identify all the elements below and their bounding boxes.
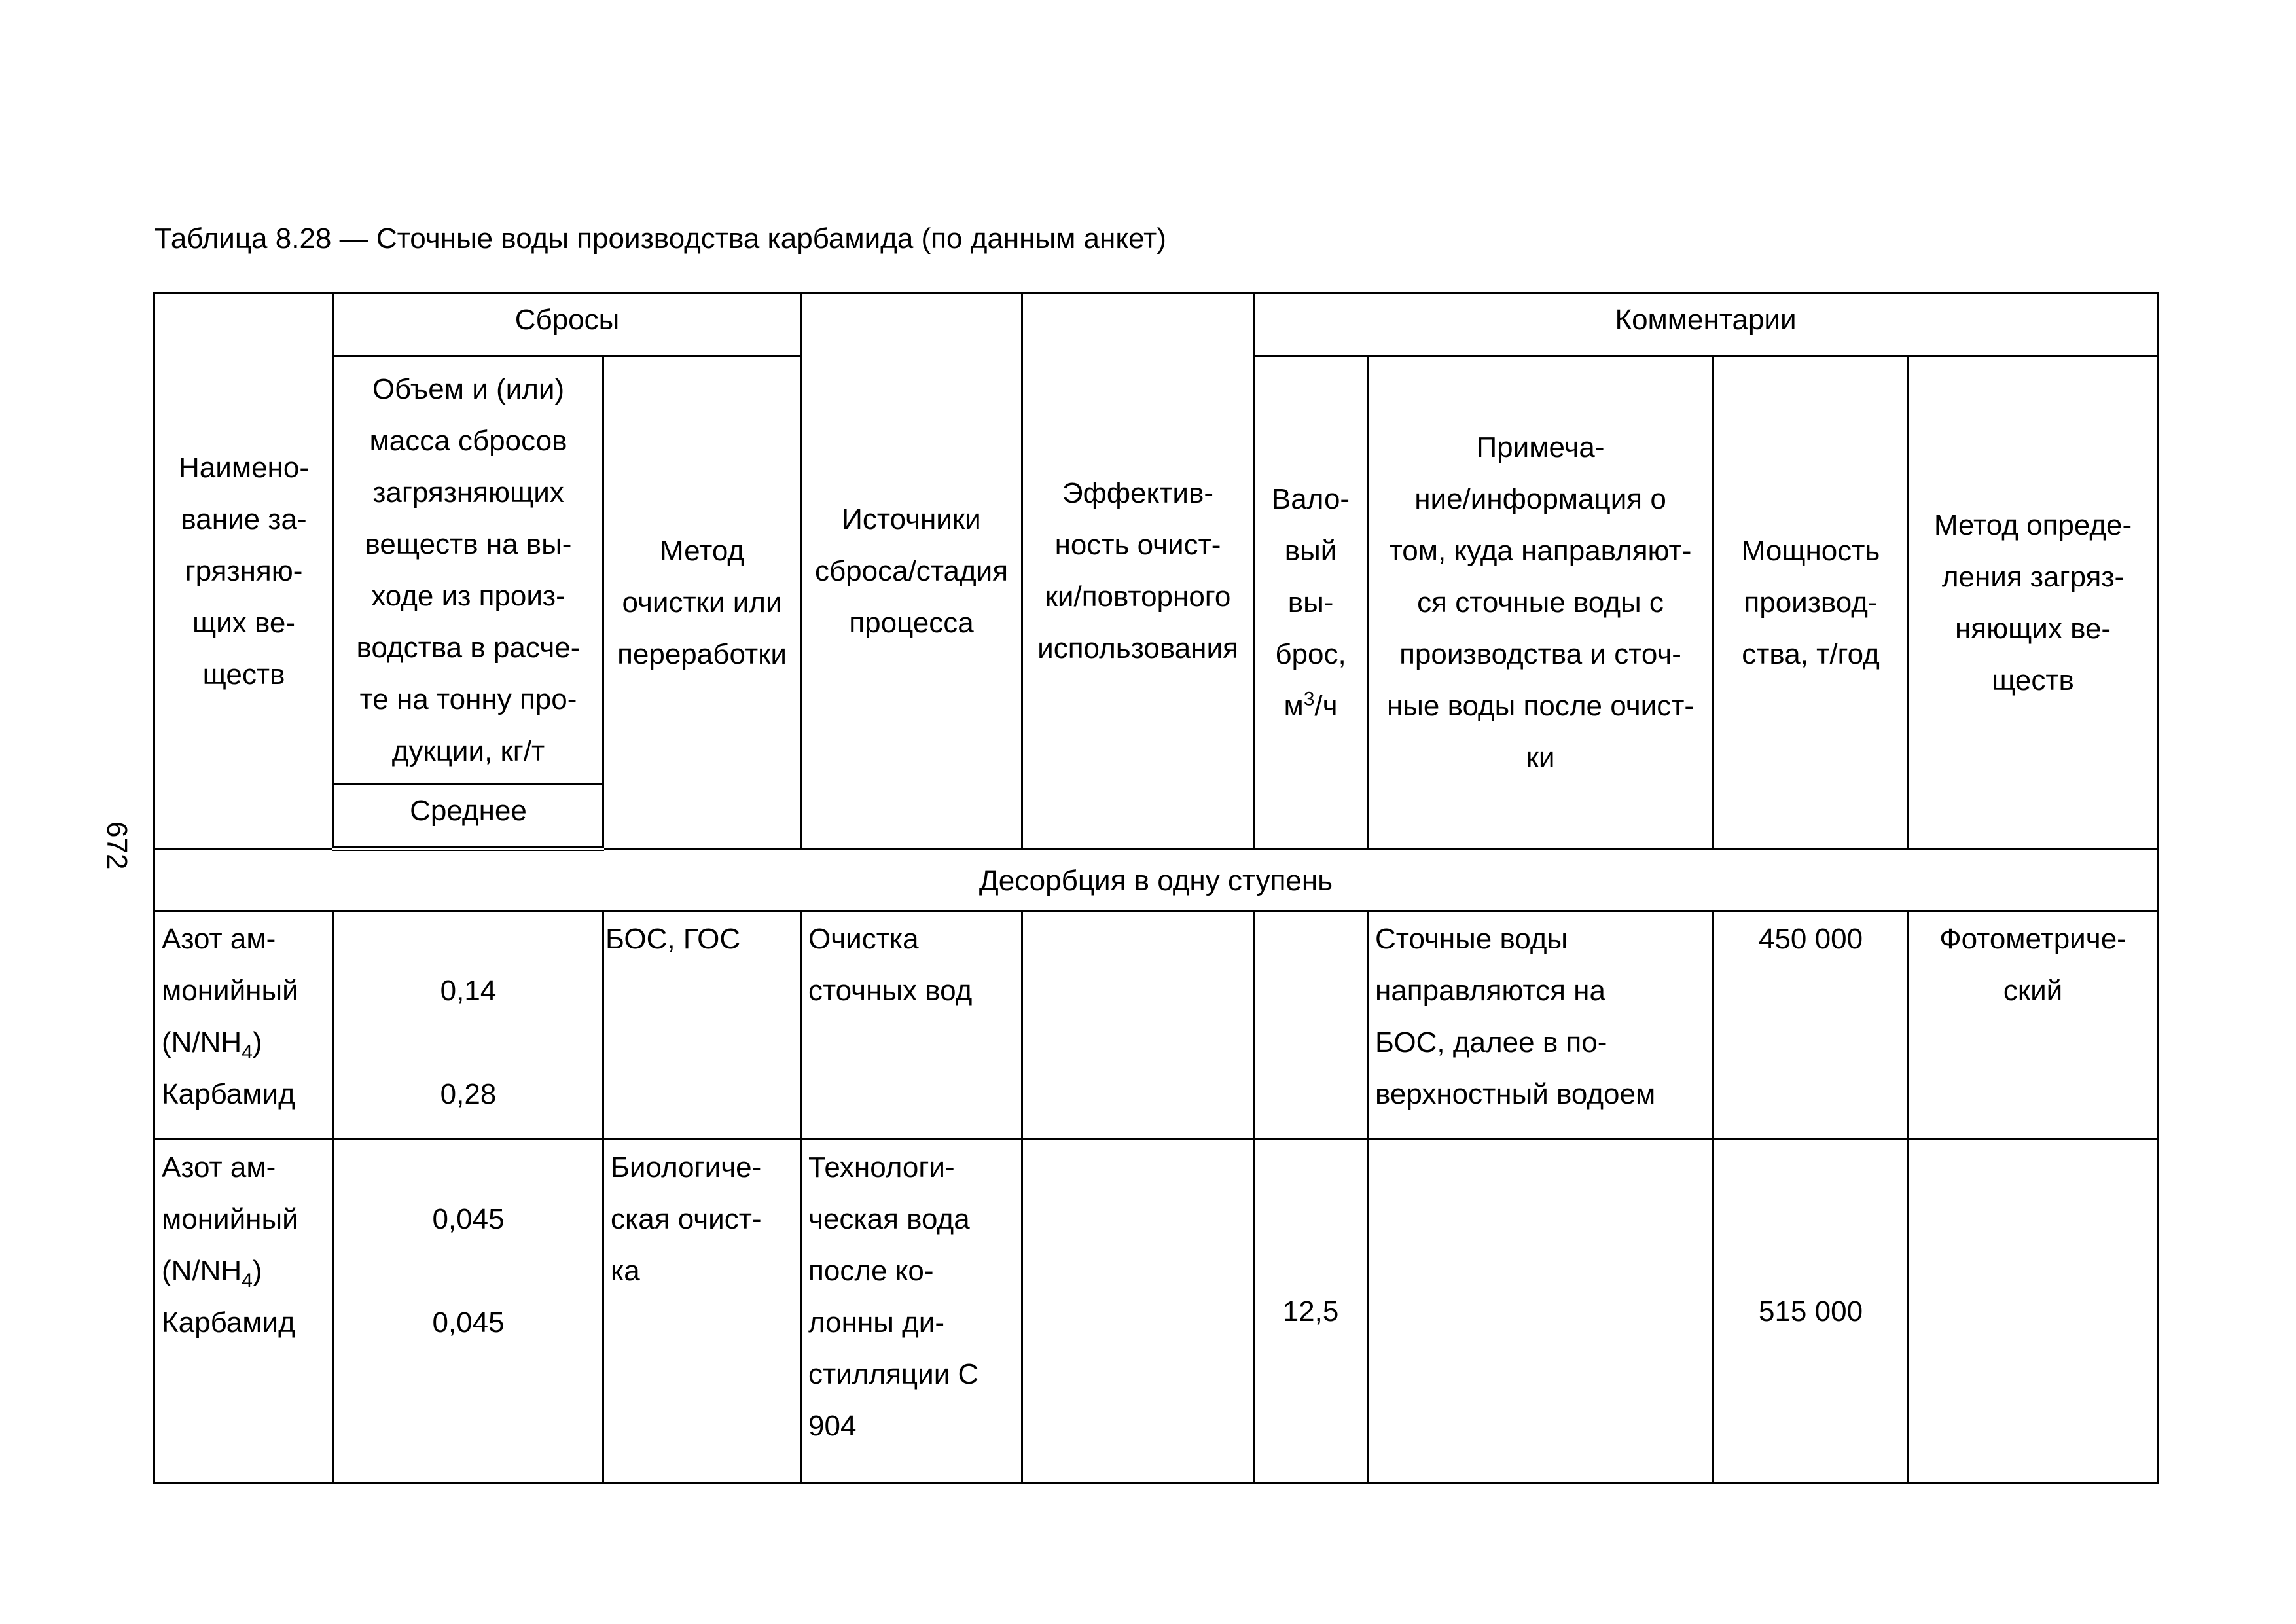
header-note: Примеча- ние/информация о том, куда направляют- ся сточные воды с производства и сточ- ные воды после очист- ки xyxy=(1368,357,1713,849)
average-value: 0,14 0,28 xyxy=(334,911,603,1140)
header-sources: Источники сброса/стадия процесса xyxy=(801,293,1022,849)
treatment-method: Биологиче- ская очист- ка xyxy=(603,1140,801,1483)
pollutant-name: Азот ам- монийный $(N/NH_4)$ Карбамид xyxy=(154,911,334,1140)
header-comments: Комментарии xyxy=(1254,293,2158,357)
efficiency-cell xyxy=(1022,911,1254,1140)
table-caption: Таблица 8.28 — Сточные воды производства карбамида (по данным анкет) xyxy=(154,223,1166,255)
average-value: 0,045 0,045 xyxy=(334,1140,603,1483)
gross-discharge xyxy=(1254,911,1368,1140)
header-average: Среднее xyxy=(334,784,603,849)
header-det-method: Метод опреде- ления загряз- няющих ве- ществ xyxy=(1909,357,2158,849)
wastewater-table xyxy=(153,292,2159,1484)
header-name: Наимено- вание за- грязняю- щих ве- ществ xyxy=(154,293,334,849)
efficiency-cell xyxy=(1022,1140,1254,1483)
wastewater-table-container xyxy=(153,292,2157,1484)
pollutant-name: Азот ам- монийный $(N/NH_4)$ Карбамид xyxy=(154,1140,334,1483)
table-row xyxy=(154,911,2158,1140)
det-method-cell xyxy=(1909,1140,2158,1483)
page-number: 672 xyxy=(101,821,133,870)
note-cell xyxy=(1368,1140,1713,1483)
header-method: Метод очистки или переработки xyxy=(603,357,801,849)
note-cell: Сточные воды направляются на БОС, далее в по- верхностный водоем xyxy=(1368,911,1713,1140)
header-capacity: Мощность производ- ства, т/год xyxy=(1713,357,1909,849)
section-title: Десорбция в одну ступень xyxy=(154,849,2158,911)
header-discharges: Сбросы xyxy=(334,293,801,357)
discharge-source: Технологи- ческая вода после ко- лонны ди- стилляции С 904 xyxy=(801,1140,1022,1483)
header-volume: Объем и (или) масса сбросов загрязняющих веществ на вы- ходе из произ- водства в расче- те на тонну про- дукции, кг/т xyxy=(334,357,603,784)
header-gross: Вало- вый вы- брос, $м^3/ч$ xyxy=(1254,357,1368,849)
table-row xyxy=(154,1140,2158,1483)
treatment-method: БОС, ГОС xyxy=(603,911,801,1140)
discharge-source: Очистка сточных вод xyxy=(801,911,1022,1140)
gross-discharge: 12,5 xyxy=(1254,1140,1368,1483)
capacity-cell: 515 000 xyxy=(1713,1140,1909,1483)
det-method-cell: Фотометриче- ский xyxy=(1909,911,2158,1140)
capacity-cell: 450 000 xyxy=(1713,911,1909,1140)
header-efficiency: Эффектив- ность очист- ки/повторного использования xyxy=(1022,293,1254,849)
